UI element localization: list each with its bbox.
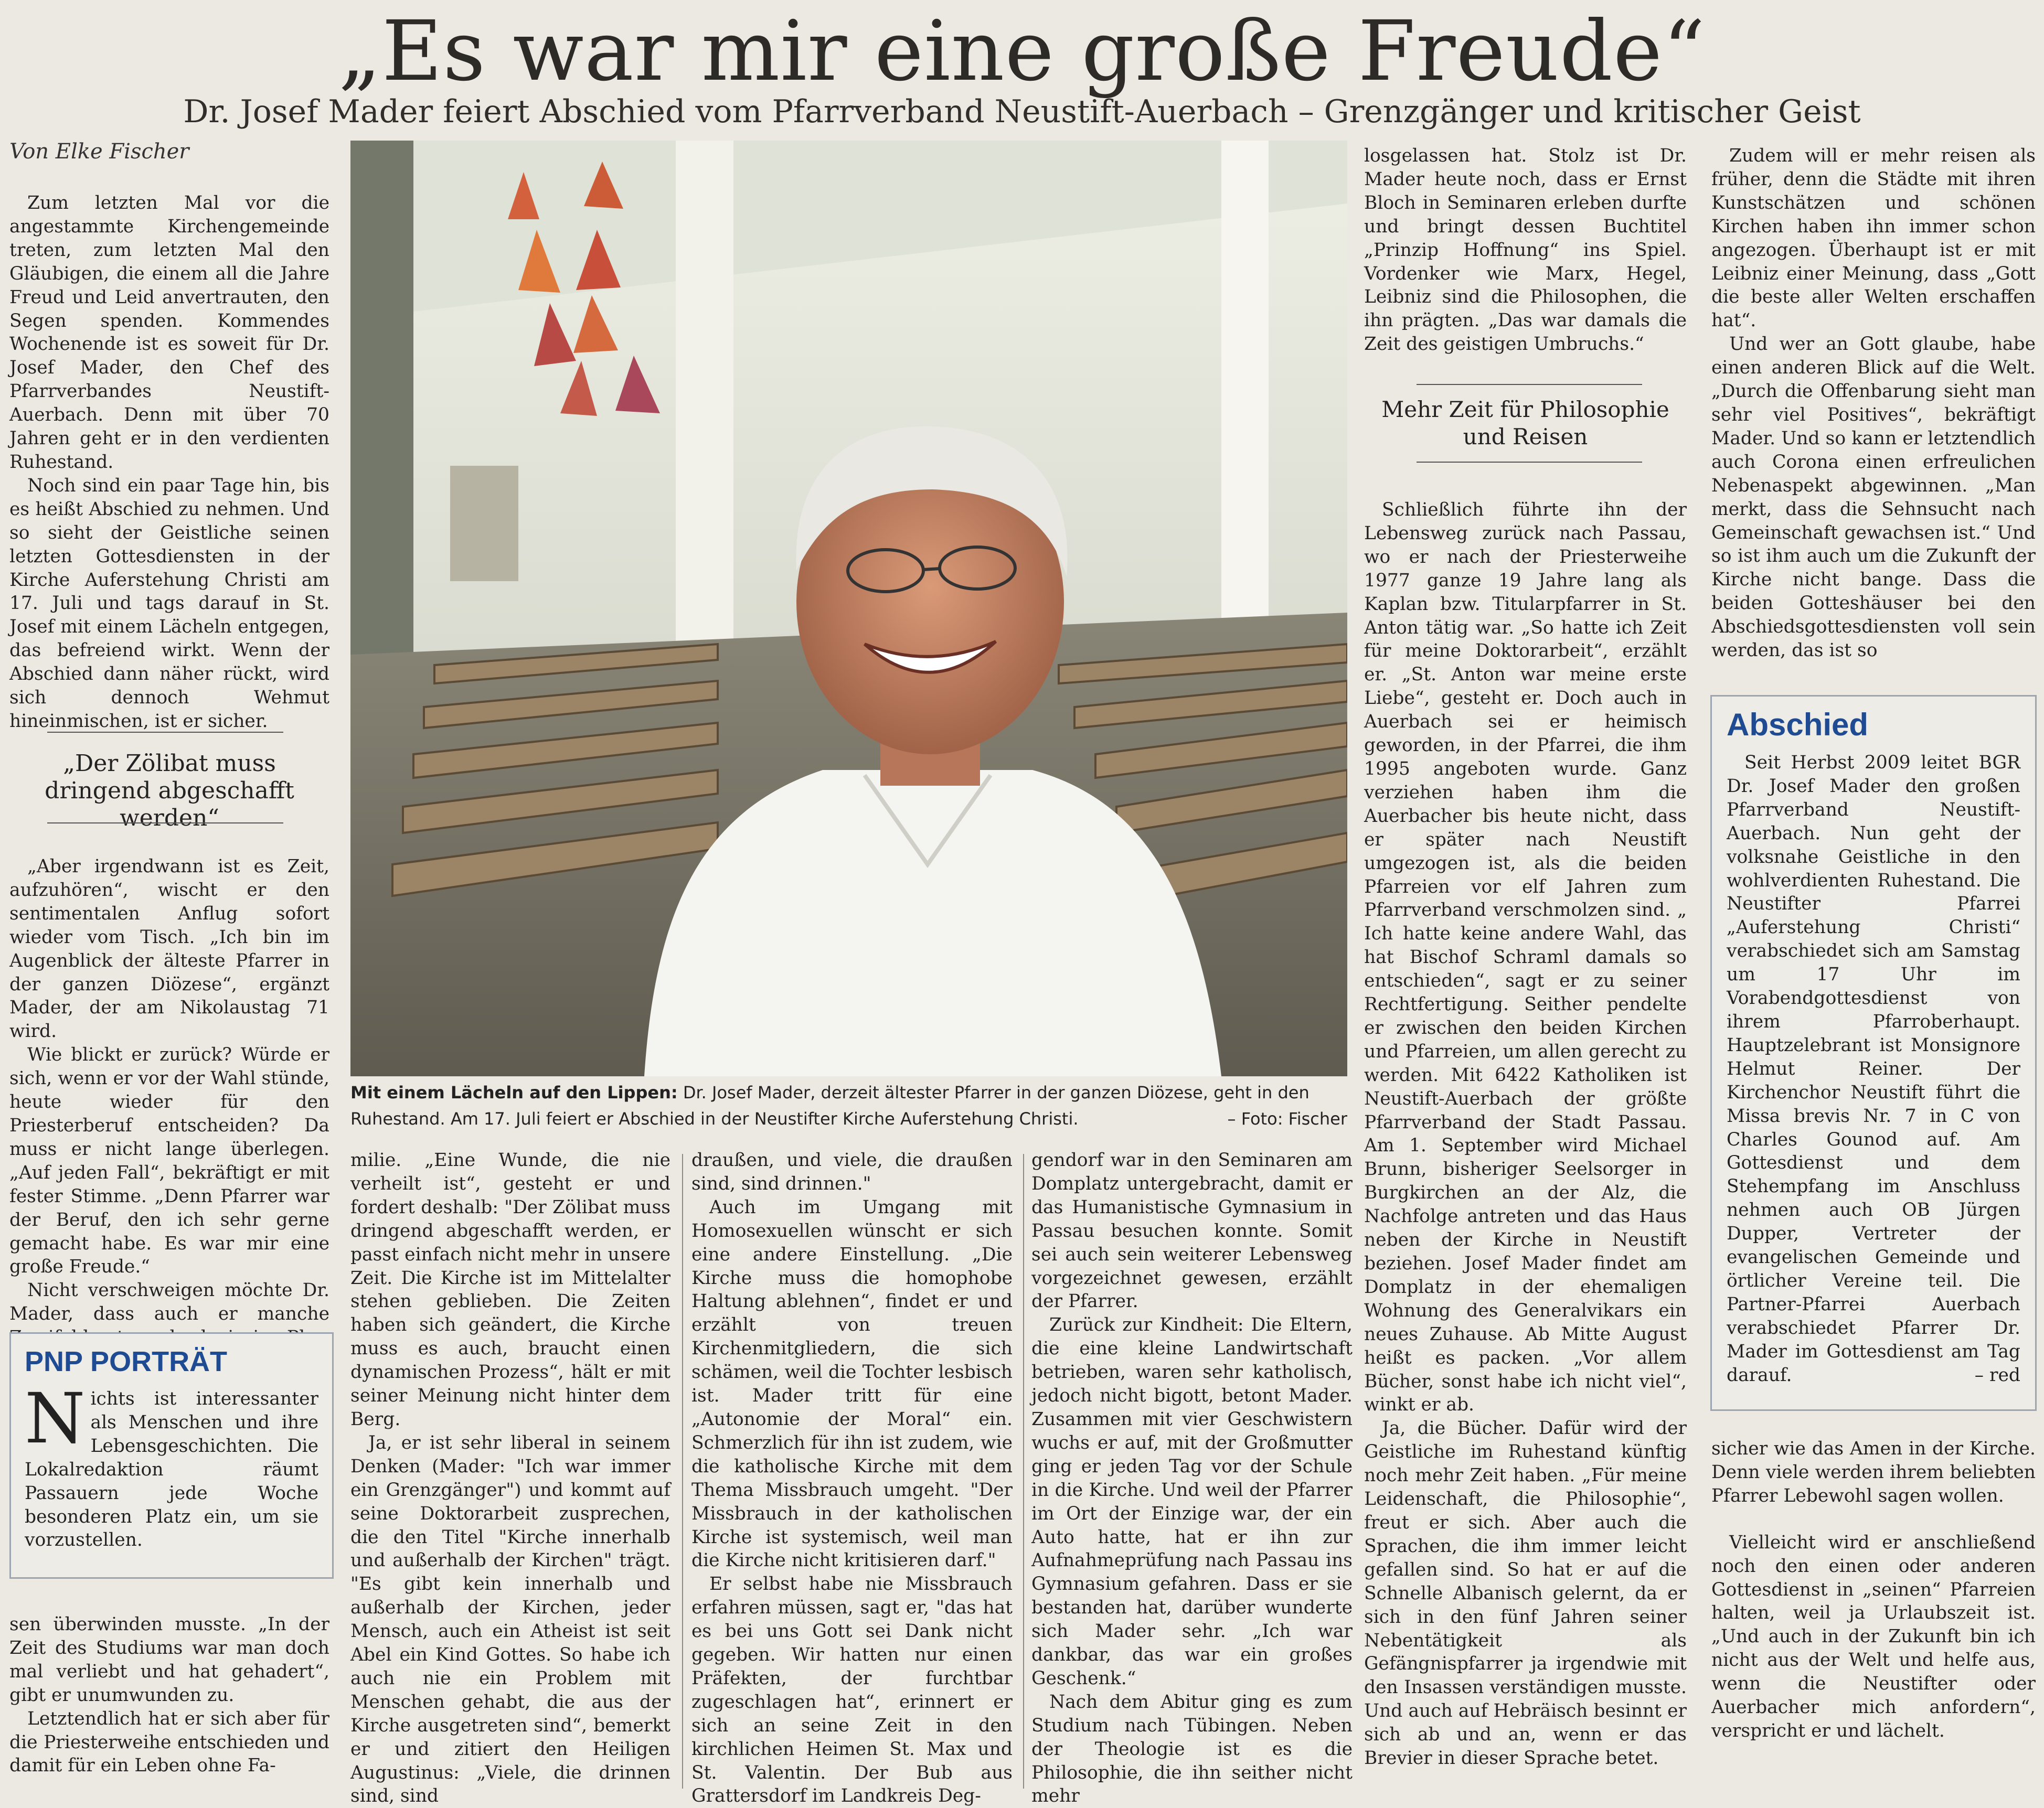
column-4: [1031, 1149, 1353, 1808]
paragraph: Zum letzten Mal vor die angestammte Kirchengemeinde treten, zum letzten Mal den Gläubigen, die einem all die Jahre Freud und Leid anvertrauten, den Segen spenden. Kommendes Wochenende ist es soweit für Dr. Josef Mader, den Chef des Pfarrverbandes Neustift-Auerbach. Denn mit über 70 Jahren geht er in den verdienten Ruhestand.: [9, 192, 329, 473]
paragraph: losgelassen hat. Stolz ist Dr. Mader heute noch, dass er Ernst Bloch in Seminaren erleben durfte und bringt dessen Buchtitel „Prinzip Hoffnung“ ins Spiel. Vordenker wie Marx, Hegel, Leibniz sind die Philosophen, die ihn prägten. „Das war damals die Zeit des geistigen Umbruchs.“: [1364, 145, 1687, 355]
column-1-middle: [9, 855, 329, 1350]
church-photo: [350, 141, 1347, 1076]
byline: Von Elke Fischer: [9, 140, 189, 164]
paragraph: draußen, und viele, die draußen sind, sind drinnen.": [691, 1150, 1013, 1194]
paragraph: Auch im Umgang mit Homosexuellen wünscht er sich eine andere Einstellung. „Die Kirche muss die homophobe Haltung ablehnen“, findet er und erzählt von treuen Kirchenmitgliedern, die sich schämen, weil die Tochter lesbisch ist. Mader tritt für eine „Autonomie der Moral“ ein. Schmerzlich für ihn ist zudem, wie die katholische Kirche mit dem Thema Missbrauch umgeht. "Der Missbrauch in der katholischen Kirche ist systemisch, weil man die Kirche nicht kritisieren darf.": [691, 1196, 1013, 1571]
abschied-box-body: [1727, 751, 2020, 1387]
abschied-signature: – red: [1974, 1364, 2020, 1386]
section-subhead: Mehr Zeit für Philosophie und Reisen: [1381, 397, 1669, 450]
paragraph: Schließlich führte ihn der Lebensweg zurück nach Passau, wo er nach der Priesterweihe 1977 ganze 19 Jahre lang als Kaplan bzw. Titularpfarrer in St. Anton tätig war. „So hatte ich Zeit für meine Doktorarbeit“, erzählt er. „St. Anton war meine erste Liebe“, gesteht er. Doch auch in Auerbach sei er heimisch geworden, in der Pfarrei, die ihm 1995 angeboten wurde. Ganz verziehen haben ihm die Auerbacher bis heute nicht, dass er später nach Neustift umgezogen ist, als die beiden Pfarreien vor elf Jahren zum Pfarrverband verschmolzen sind. „ Ich hatte keine andere Wahl, das hat Bischof Schraml damals so entschieden“, sagt er zu seiner Rechtfertigung. Seither pendelte er zwischen den beiden Kirchen und Pfarreien, um allen gerecht zu werden. Mit 6422 Katholiken ist Neustift-Auerbach der größte Pfarrverband der Stadt Passau. Am 1. September wird Michael Brunn, bisheriger Seelsorger in Burgkirchen an der Alz, die Nachfolge antreten und das Haus neben der Kirche in Neustift beziehen. Josef Mader findet am Domplatz in der ehemaligen Wohnung des Generalvikars ein neues Zuhause. Ab Mitte August heißt es packen. „Vor allem Bücher, sonst habe ich nicht viel“, winkt er ab.: [1364, 499, 1687, 1416]
headline: „Es war mir eine große Freude“: [338, 3, 1706, 100]
paragraph: Nach dem Abitur ging es zum Studium nach Tübingen. Neben der Theologie ist es die Philosophie, die ihn seither nicht mehr: [1031, 1691, 1353, 1807]
paragraph: Ja, die Bücher. Dafür wird der Geistliche im Ruhestand künftig noch mehr Zeit haben. „Für meine Leidenschaft, die Philosophie“, freut er sich. Aber auch die Sprachen, die ihm immer leicht gefallen sind. So hat er auf die Schnelle Albanisch gelernt, da er sich in den fünf Jahren seiner Nebentätigkeit als Gefängnispfarrer ja irgendwie mit den Insassen verständigen musste. Und auch auf Hebräisch besinnt er sich ab und an, wenn er das Brevier in dieser Sprache betet.: [1364, 1418, 1687, 1769]
divider: [1417, 462, 1642, 463]
paragraph: Nicht verschweigen möchte Dr. Mader, dass auch er manche: [9, 1280, 329, 1325]
paragraph: Und wer an Gott glaube, habe einen anderen Blick auf die Welt. „Durch die Offenbarung sieht man sehr viel Positives“, bekräftigt Mader. Und so kann er letztendlich auch Corona einen erfreulichen Nebenaspekt abgewinnen. „Man merkt, dass die Sehnsucht nach Gemeinschaft gewachsen ist.“ Und so ist ihm auch um die Zukunft der Kirche nicht bange. Dass die beiden Gotteshäuser bei den Abschiedsgottesdiensten voll sein werden, das ist so: [1711, 334, 2036, 661]
column-6-bottom: [1711, 1437, 2036, 1743]
paragraph: Wie blickt er zurück? Würde er sich, wenn er vor der Wahl stünde, heute wieder für den Priesterberuf entscheiden? Da muss er nicht lange überlegen. „Auf jeden Fall“, bekräftigt er mit fester Stimme. „Denn Pfarrer war der Beruf, den ich sehr gerne gemacht habe. Es war mir eine große Freude.“: [9, 1044, 329, 1278]
paragraph: sen überwinden musste. „In der Zeit des Studiums war man doch mal verliebt und hat gehadert“, gibt er unumwunden zu.: [9, 1614, 329, 1706]
abschied-box-text: [1727, 751, 2020, 1387]
paragraph: Zurück zur Kindheit: Die Eltern, die eine kleine Landwirtschaft betrieben, waren sehr katholisch, jedoch nicht bigott, betont Mader. Zusammen mit vier Geschwistern wuchs er auf, mit der Großmutter ging er jeden Tag vor der Schule in die Kirche. Und weil der Pfarrer im Ort der Einzige war, der ein Auto hatte, hat er ihn zur Aufnahmeprüfung nach Passau ins Gymnasium gefahren. Dass er sie bestanden hat, darüber wunderte sich Mader sehr. „Ich war dankbar, das war ein großes Geschenk.“: [1031, 1314, 1353, 1689]
portrait-box-title: PNP PORTRÄT: [25, 1346, 228, 1377]
paragraph: sicher wie das Amen in der Kirche. Denn viele werden ihrem beliebten Pfarrer Lebewohl sagen wollen.: [1711, 1438, 2036, 1506]
paragraph: Zudem will er mehr reisen als früher, denn die Städte mit ihren Kunstschätzen und schönen Kirchen haben ihn immer schon angezogen. Überhaupt ist er mit Leibniz einer Meinung, dass „Gott die beste aller Welten erschaffen hat“.: [1711, 145, 2036, 331]
paragraph: „Aber irgendwann ist es Zeit, aufzuhören“, wischt er den sentimentalen Anflug sofort wieder vom Tisch. „Ich bin im Augenblick der älteste Pfarrer in der ganzen Diözese“, ergänzt Mader, der am Nikolaustag 71 wird.: [9, 856, 329, 1042]
pull-quote: „Der Zölibat muss dringend abgeschafft werden“: [45, 750, 294, 831]
paragraph: milie. „Eine Wunde, die nie verheilt ist“, gesteht er und fordert deshalb: "Der Zölibat muss dringend abgeschafft werden, er passt einfach nicht mehr in unsere Zeit. Die Kirche ist im Mittelalter stehen geblieben. Die Zeiten haben sich geändert, die Kirche muss es auch, braucht einen dynamischen Prozess“, hält er mit seiner Meinung nicht hinter dem Berg.: [350, 1150, 670, 1430]
caption-lead: Mit einem Lächeln auf den Lippen:: [350, 1083, 678, 1103]
paragraph: Er selbst habe nie Missbrauch erfahren müssen, sagt er, "das hat es bei uns Gott sei Dank nicht gegeben. Wir hatten nur einen Präfekten, der furchtbar zugeschlagen hat“, erinnert er sich an seine Zeit in den kirchlichen Heimen St. Max und St. Valentin. Der Bub aus Grattersdorf im Landkreis Deg-: [691, 1574, 1013, 1807]
photo-caption: [350, 1079, 1347, 1132]
paragraph: Vielleicht wird er anschließend noch den einen oder anderen Gottesdienst in „seinen“ Pfarreien halten, weil ja Urlaubszeit ist. „Und auch in der Zukunft bin ich nicht aus der Welt und helfe aus, wenn die Neustifter oder Auerbacher mich anfordern“, verspricht er und lächelt.: [1711, 1532, 2036, 1741]
column-3: [691, 1149, 1013, 1808]
divider: [47, 822, 283, 823]
abschied-box-title: Abschied: [1727, 707, 1869, 742]
column-5-top: [1364, 144, 1687, 356]
paragraph: Ja, er ist sehr liberal in seinem Denken (Mader: "Ich war immer ein Grenzgänger") und kommt auf seine Doktorarbeit zusprechen, die den Titel "Kirche innerhalb und außerhalb der Kirchen" trägt. "Es gibt kein innerhalb und außerhalb der Kirchen, jeder Mensch, auch ein Atheist ist seit Abel ein Kind Gottes. So habe ich auch nie ein Problem mit Menschen gehabt, die aus der Kirche ausgetreten sind“, bemerkt er und zitiert den Heiligen Augustinus: „Viele, die drinnen sind, sind: [350, 1432, 670, 1807]
column-6-top: [1711, 144, 2036, 662]
subheadline: Dr. Josef Mader feiert Abschied vom Pfarrverband Neustift-Auerbach – Grenzgänger und kritischer Geist: [183, 93, 1861, 130]
column-1-top: [9, 191, 329, 733]
photo-illustration: [350, 141, 1347, 1076]
portrait-box: [9, 1332, 334, 1579]
column-1-bottom: [9, 1613, 329, 1778]
portrait-box-body: [25, 1378, 318, 1552]
column-rule: [1023, 1154, 1024, 1789]
caption-text: Dr. Josef Mader, derzeit ältester Pfarrer in der ganzen Diözese, geht in den Ruhestand. Am 17. Juli feiert er Abschied in der Neustifter Kirche Auferstehung Christi.: [350, 1083, 1310, 1129]
drop-cap: N: [25, 1378, 86, 1459]
paragraph: gendorf war in den Seminaren am Domplatz untergebracht, damit er das Humanistische Gymnasium in Passau besuchen konnte. Somit sei auch sein weiterer Lebensweg vorgezeichnet gewesen, erzählt der Pfarrer.: [1031, 1150, 1353, 1312]
photo-credit: – Foto: Fischer: [1227, 1109, 1347, 1129]
divider: [1417, 384, 1642, 385]
divider: [47, 732, 283, 733]
portrait-box-text: ichts ist interessanter als Menschen und ihre Lebensgeschichten. Die Lokalredaktion räumt Passauern jede Woche besonderen Platz ein, um sie vorzustellen.: [25, 1388, 318, 1551]
column-2: [350, 1149, 670, 1808]
column-5: [1364, 498, 1687, 1770]
column-rule: [682, 1154, 683, 1789]
abschied-text: Seit Herbst 2009 leitet BGR Dr. Josef Mader den großen Pfarrverband Neustift-Auerbach. Nun geht der volksnahe Geistliche in den wohlverdienten Ruhestand. Die Neustifter Pfarrei „Auferstehung Christi“ verabschiedet sich am Samstag um 17 Uhr im Vorabendgottesdienst von ihrem Pfarroberhaupt. Hauptzelebrant ist Monsignore Helmut Reiner. Der Kirchenchor Neustift führt die Missa brevis Nr. 7 in C von Charles Gounod auf. Am Gottesdienst und dem Stehempfang im Anschluss nehmen auch OB Jürgen Dupper, Vertreter der evangelischen Gemeinde und örtlicher Vereine teil. Die Partner-Pfarrei Auerbach verabschiedet Pfarrer Dr. Mader im Gottesdienst am Tag darauf.: [1727, 752, 2020, 1386]
abschied-box: [1710, 695, 2037, 1411]
paragraph: Letztendlich hat er sich aber für die Priesterweihe entschieden und damit für ein Leben ohne Fa-: [9, 1708, 329, 1777]
paragraph: Noch sind ein paar Tage hin, bis es heißt Abschied zu nehmen. Und so sieht der Geistliche seinen letzten Gottesdiensten in der Kirche Auferstehung Christi am 17. Juli und tags darauf in St. Josef mit einem Lächeln entgegen, das befreiend wirkt. Wenn der Abschied dann näher rückt, wird sich dennoch Wehmut hineinmischen, ist er sicher.: [9, 475, 329, 732]
